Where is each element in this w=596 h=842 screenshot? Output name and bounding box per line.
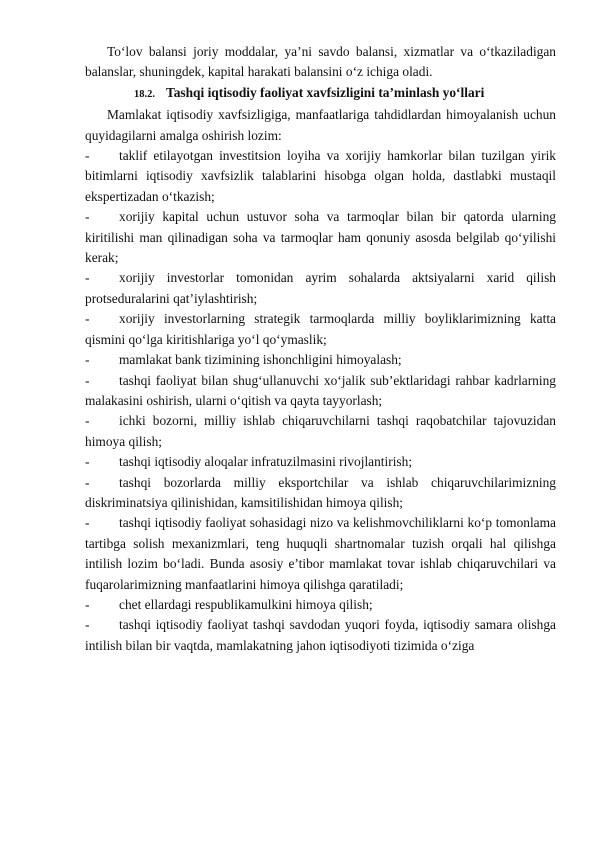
list-bullet: -: [85, 311, 90, 327]
intro-paragraph: To‘lov balansi joriy moddalar, ya’ni savdo balansi, xizmatlar va o‘tkaziladigan balanslar, shuningdek, kapital harakati balansini o‘z ichiga oladi.: [85, 44, 556, 80]
list-item-text: mamlakat bank tizimining ishonchligini himoyalash;: [119, 352, 402, 368]
list-bullet: -: [85, 515, 90, 531]
list-item-text: tashqi bozorlarda milliy eksportchilar va ishlab chiqaruvchilarimizning diskriminatsiya qilinishidan, kamsitilishidan himoya qilish;: [85, 474, 556, 510]
list-bullet: -: [85, 454, 90, 470]
list-item-text: tashqi iqtisodiy faoliyat tashqi savdodan yuqori foyda, iqtisodiy samara olishga intilish bilan bir vaqtda, mamlakatning jahon iqtisodiyoti tizimida o‘ziga: [85, 617, 556, 653]
list-bullet: -: [85, 413, 90, 429]
list-item: [85, 473, 556, 514]
list-bullet: -: [85, 372, 90, 388]
list-bullet: -: [85, 474, 90, 490]
list-item: [85, 207, 556, 268]
list-item: [85, 309, 556, 350]
list-bullet: -: [85, 209, 90, 225]
document-page: [85, 42, 556, 656]
list-bullet: -: [85, 148, 90, 164]
list-item-text: xorijiy kapital uchun ustuvor soha va tarmoqlar bilan bir qatorda ularning kiritilishi man qilinadigan soha va tarmoqlar ham qonuniy asosda belgilab qo‘yilishi kerak;: [85, 209, 556, 266]
list-item: [85, 350, 556, 370]
list-bullet: -: [85, 596, 90, 612]
list-bullet: -: [85, 270, 90, 286]
list-item-text: taklif etilayotgan investitsion loyiha va xorijiy hamkorlar bilan tuzilgan yirik bitimlarni iqtisodiy xavfsizlik talablarini hisobga olgan holda, dastlabki mustaqil ekspertizadan o‘tkazish;: [85, 148, 556, 204]
lead-paragraph: Mamlakat iqtisodiy xavfsizligiga, manfaatlariga tahdidlardan himoyalanish uchun quyidagilarni amalga oshirish lozim:: [85, 107, 556, 143]
list-item-text: xorijiy investorlarning strategik tarmoqlarda milliy boyliklarimizning katta qismini qo‘lga kiritishlariga yo‘l qo‘ymaslik;: [85, 311, 556, 347]
list-item: [85, 146, 556, 207]
list-bullet: -: [85, 617, 90, 633]
measures-list: [85, 146, 556, 656]
list-item: [85, 371, 556, 412]
list-item-text: tashqi faoliyat bilan shug‘ullanuvchi xo‘jalik sub’ektlaridagi rahbar kadrlarning malakasini oshirish, ularni o‘qitish va qayta tayyorlash;: [85, 372, 556, 408]
list-item-text: xorijiy investorlar tomonidan ayrim sohalarda aktsiyalarni xarid qilish protseduralarini qat’iylashtirish;: [85, 270, 556, 306]
list-item: [85, 411, 556, 452]
section-heading: [85, 83, 556, 105]
list-bullet: -: [85, 352, 90, 368]
list-item-text: tashqi iqtisodiy faoliyat sohasidagi nizo va kelishmovchiliklarni ko‘p tomonlama tartibga solish mexanizmlari, teng huquqli shartnomalar tuzish orqali hal qilishga intilish lozim bo‘ladi. Bunda asosiy e’tibor mamlakat tovar ishlab chiqaruvchilari va fuqarolarimizning manfaatlarini himoya qilishga qaratiladi;: [85, 515, 556, 592]
list-item: [85, 452, 556, 472]
list-item-text: tashqi iqtisodiy aloqalar infratuzilmasini rivojlantirish;: [119, 454, 413, 470]
list-item-text: chet ellardagi respublikamulkini himoya qilish;: [119, 596, 373, 612]
section-title: Tashqi iqtisodiy faoliyat xavfsizligini ta’minlash yo‘llari: [166, 84, 485, 100]
list-item-text: ichki bozorni, milliy ishlab chiqaruvchilarni tashqi raqobatchilar tajovuzidan himoya qilish;: [85, 413, 556, 449]
list-item: [85, 595, 556, 615]
section-number: 18.2.: [134, 88, 155, 100]
list-item: [85, 268, 556, 309]
list-item: [85, 615, 556, 656]
list-item: [85, 513, 556, 595]
